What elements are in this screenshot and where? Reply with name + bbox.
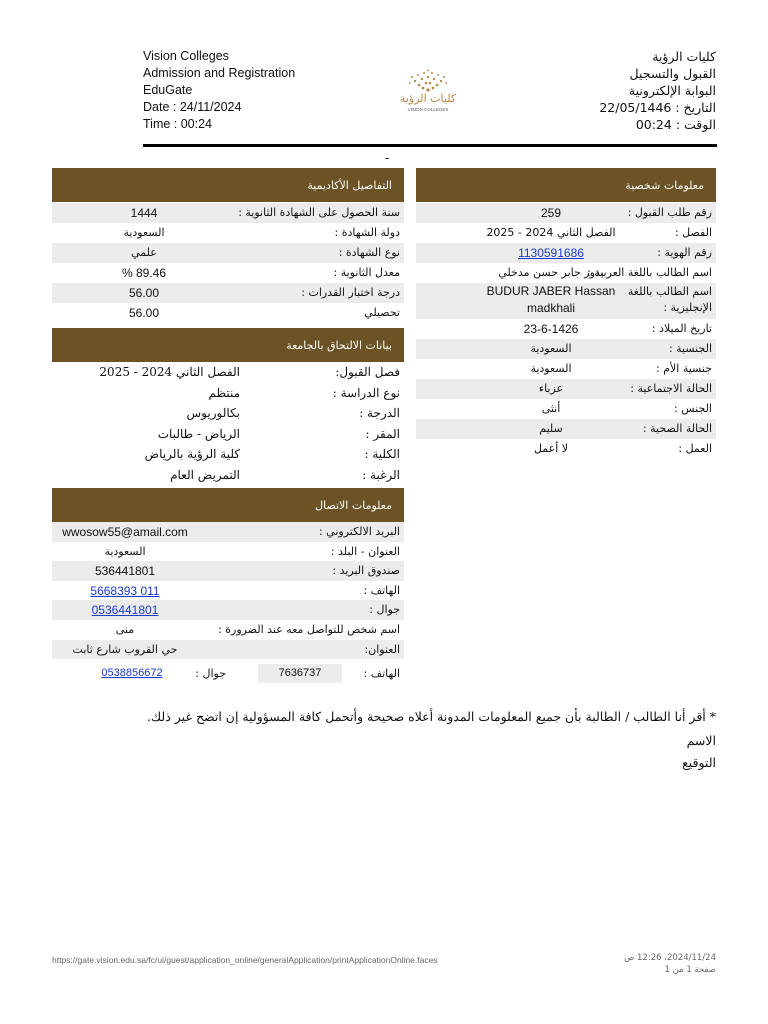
header-arabic (599, 48, 716, 133)
academic-field-value: 56.00 (128, 306, 160, 320)
academic-field-label: معدل الثانوية : (333, 266, 400, 279)
academic-field-row (52, 283, 404, 303)
contact-field-row (52, 640, 404, 660)
academic-field-value: 56.00 (128, 286, 160, 300)
personal-field-row (416, 263, 716, 283)
personal-field-row (416, 439, 716, 459)
contact-field-value: wwosow55@amail.com (62, 525, 188, 539)
personal-field-row (416, 419, 716, 439)
enrollment-field-row (52, 424, 404, 445)
contact-field-link[interactable]: 0536441801 (91, 603, 159, 618)
personal-field-label: رقم الهوية : (657, 246, 712, 259)
enrollment-field-row (52, 465, 404, 486)
personal-field-label: الفصل : (674, 226, 712, 239)
enrollment-field-value: التمريض العام (170, 467, 240, 482)
personal-field-row (416, 379, 716, 399)
contact-field-label: البريد الالكتروني : (318, 525, 400, 538)
academic-field-label: دولة الشهادة : (334, 226, 400, 239)
contact-field-row (52, 600, 404, 620)
separator-dash: - (385, 151, 390, 165)
academic-field-value: 89.46 % (121, 266, 167, 280)
personal-field-link[interactable]: 1130591686 (518, 246, 584, 260)
personal-info-header (416, 168, 716, 202)
enrollment-field-label: نوع الدراسة : (332, 385, 400, 400)
personal-field-value: 259 (540, 206, 562, 220)
academic-field-value: علمي (131, 246, 157, 259)
name-label: الاسم (686, 733, 716, 748)
personal-info-title: معلومات شخصية (625, 179, 704, 192)
contact-field-label: جوال : (369, 603, 400, 617)
personal-field-value: سليم (539, 422, 563, 435)
emergency-mobile-link[interactable]: 0538856672 (101, 667, 163, 679)
date-ar: التاريخ : 22/05/1446 (599, 100, 716, 115)
enrollment-field-value: كلية الرؤية بالرياض (144, 447, 240, 461)
contact-field-row (52, 581, 404, 601)
personal-field-value: BUDUR JABER Hassan madkhali (486, 284, 616, 315)
personal-field-row (416, 223, 716, 243)
enrollment-field-row (52, 403, 404, 424)
academic-field-value: السعودية (123, 226, 165, 239)
personal-field-row (416, 339, 716, 359)
contact-field-row (52, 522, 404, 542)
enrollment-field-value: بكالوريوس (186, 406, 240, 420)
contact-field-label: اسم شخص للتواصل معه عند الضرورة : (218, 623, 400, 636)
emergency-phone-row (52, 664, 404, 684)
personal-field-label: الجنسية : (668, 342, 712, 355)
personal-field-label: الجنس : (673, 402, 712, 415)
emergency-phone-value: 7636737 (278, 667, 322, 679)
personal-field-label: الحالة الصحية : (642, 422, 712, 435)
academic-field-label: درجة اختبار القدرات : (301, 286, 400, 299)
print-datetime: 2024/11/24، 12:26 ص (624, 953, 716, 963)
personal-field-value: 23-6-1426 (523, 322, 579, 336)
enrollment-field-row (52, 444, 404, 465)
personal-field-row (416, 203, 716, 223)
enrollment-field-label: المقر : (365, 426, 400, 441)
personal-field-row (416, 243, 716, 263)
date-en: Date : 24/11/2024 (143, 100, 242, 114)
personal-field-label: رقم طلب القبول : (627, 206, 712, 219)
enrollment-field-value: منتظم (208, 385, 240, 400)
enrollment-field-label: الدرجة : (359, 406, 400, 420)
contact-field-row (52, 561, 404, 581)
enrollment-field-row (52, 362, 404, 383)
academic-field-label: سنة الحصول على الشهادة الثانوية : (238, 206, 400, 219)
personal-field-row (416, 399, 716, 419)
enrollment-field-label: فصل القبول: (335, 365, 400, 379)
portal-name-en: EduGate (143, 83, 193, 97)
personal-field-value: أنثى (541, 402, 561, 415)
personal-field-label: الحالة الاجتماعية : (630, 382, 712, 395)
contact-field-value: السعودية (104, 544, 146, 558)
college-name-ar: كليات الرؤية (652, 49, 716, 64)
personal-field-label: اسم الطالب باللغة العربية : (587, 266, 712, 279)
department-ar: القبول والتسجيل (629, 66, 716, 81)
personal-field-value: عزباء (538, 382, 564, 395)
enrollment-title: بيانات الالتحاق بالجامعة (286, 339, 392, 352)
contact-field-value: 536441801 (94, 564, 156, 579)
academic-field-value: 1444 (130, 206, 158, 220)
page-number: صفحة 1 من 1 (664, 965, 716, 975)
academic-field-label: تحصيلي (364, 306, 400, 319)
personal-field-label: اسم الطالب باللغة الإنجليزية : (627, 285, 712, 314)
enrollment-header (52, 328, 404, 362)
time-en: Time : 00:24 (143, 117, 213, 131)
emergency-phone-label: الهاتف : (363, 667, 400, 680)
contact-field-value: حي القروب شارع ثابت (72, 642, 178, 656)
enrollment-field-label: الكلية : (364, 447, 400, 461)
personal-field-label: العمل : (678, 442, 712, 455)
personal-field-label: تاريخ الميلاد : (651, 322, 712, 335)
portal-name-ar: البوابة الإلكترونية (628, 83, 716, 98)
signature-label: التوقيع (682, 755, 716, 770)
contact-field-label: الهاتف : (363, 583, 400, 597)
academic-field-label: نوع الشهادة : (338, 246, 400, 259)
contact-info-title: معلومات الاتصال (315, 499, 392, 512)
contact-field-row (52, 542, 404, 562)
time-ar: الوقت : 00:24 (635, 117, 716, 132)
personal-field-row (416, 283, 716, 319)
header-english (143, 48, 295, 133)
personal-field-value: السعودية (530, 342, 572, 355)
enrollment-field-value: الفصل الثاني 2024 - 2025 (99, 365, 240, 379)
academic-field-row (52, 223, 404, 243)
college-name-en: Vision Colleges (143, 49, 229, 63)
contact-field-link[interactable]: 011 5668393 (90, 583, 160, 598)
contact-info-header (52, 488, 404, 522)
contact-field-row (52, 620, 404, 640)
contact-field-label: العنوان: (364, 642, 400, 656)
academic-details-header (52, 168, 404, 202)
personal-field-value: السعودية (530, 362, 572, 375)
emergency-mobile-label: جوال : (195, 667, 226, 680)
academic-details-title: التفاصيل الأكاديمية (307, 179, 392, 192)
academic-field-row (52, 303, 404, 323)
logo-text: كليات الرؤية (399, 92, 457, 105)
logo-subtext: VISION COLLEGES (407, 107, 449, 112)
personal-field-row (416, 359, 716, 379)
academic-field-row (52, 203, 404, 223)
contact-field-label: صندوق البريد : (332, 564, 400, 578)
personal-field-value: الفصل الثاني 2024 - 2025 (486, 226, 616, 239)
personal-field-value: بدور جابر حسن مدخلي (498, 266, 604, 279)
vision-colleges-logo (393, 68, 463, 114)
personal-field-row (416, 319, 716, 339)
enrollment-field-value: الرياض - طالبات (157, 426, 240, 441)
academic-field-row (52, 263, 404, 283)
contact-field-label: العنوان - البلد : (330, 544, 400, 558)
personal-field-label: جنسية الأم : (656, 362, 712, 375)
enrollment-field-label: الرغبة : (362, 467, 400, 482)
header-rule (143, 144, 717, 147)
enrollment-field-row (52, 383, 404, 404)
academic-field-row (52, 243, 404, 263)
declaration-text: * أقر أنا الطالب / الطالبة بأن جميع المعلومات المدونة أعلاه صحيحة وأتحمل كافة المسؤولية إن اتضح غير ذلك. (146, 709, 716, 724)
department-en: Admission and Registration (143, 66, 296, 80)
contact-field-value: منى (115, 623, 135, 636)
page-url: https://gate.vision.edu.sa/fc/ui/guest/application_online/generalApplication/printApplicationOnline.faces (52, 955, 438, 965)
personal-field-value: لا أعمل (533, 442, 569, 455)
